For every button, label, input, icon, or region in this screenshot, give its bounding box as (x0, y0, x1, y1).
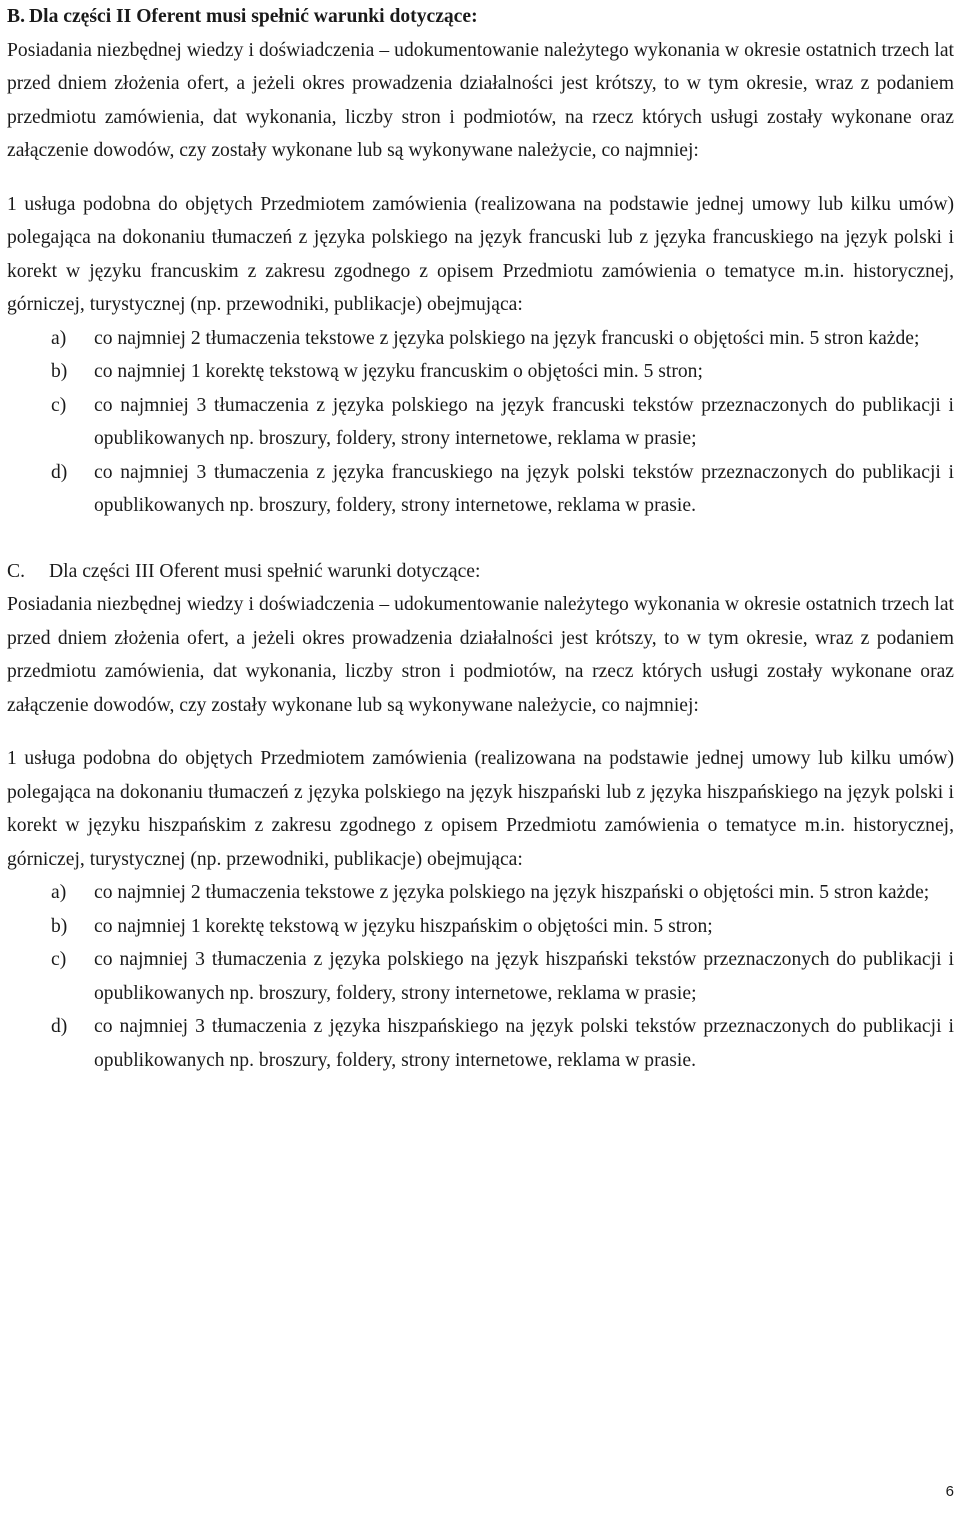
list-item (7, 355, 954, 389)
list-item (7, 943, 954, 1010)
list-marker: a) (51, 327, 67, 349)
section-b-letter: B. (7, 6, 25, 27)
list-item-text: co najmniej 3 tłumaczenia z języka polskiego na język francuski tekstów przeznaczonych do publikacji i opublikowanych np. broszury, foldery, strony internetowe, reklama w prasie; (94, 394, 954, 449)
list-item (7, 322, 954, 356)
section-b-service: 1 usługa podobna do objętych Przedmiotem zamówienia (realizowana na podstawie jednej umowy lub kilku umów) polegająca na dokonaniu tłumaczeń z języka polskiego na język francuski lub z języka francuskiego na język polski i korekt w języku francuskim z zakresu zgodnego z opisem Przedmiotu zamówienia o tematyce m.in. historycznej, górniczej, turystycznej (np. przewodniki, publikacje) obejmująca: (7, 193, 954, 315)
list-item-text: co najmniej 3 tłumaczenia z języka polskiego na język hiszpański tekstów przeznaczonych do publikacji i opublikowanych np. broszury, foldery, strony internetowe, reklama w prasie; (94, 949, 954, 1004)
list-item-text: co najmniej 1 korektę tekstową w języku francuskim o objętości min. 5 stron; (94, 361, 703, 382)
list-item-text: co najmniej 1 korektę tekstową w języku hiszpańskim o objętości min. 5 stron; (94, 915, 713, 937)
list-item-text: co najmniej 2 tłumaczenia tekstowe z języka polskiego na język hiszpański o objętości min. 5 stron każde; (94, 882, 930, 903)
section-b-heading (7, 0, 954, 34)
list-item-text: co najmniej 3 tłumaczenia z języka hiszpańskiego na język polski tekstów przeznaczonych do publikacji i opublikowanych np. broszury, foldery, strony internetowe, reklama w prasie. (94, 1016, 954, 1071)
list-marker: d) (51, 461, 68, 483)
section-b (7, 0, 954, 523)
section-b-title: Dla części II Oferent musi spełnić warunki dotyczące: (29, 6, 478, 27)
section-b-intro: Posiadania niezbędnej wiedzy i doświadczenia – udokumentowanie należytego wykonania w okresie ostatnich trzech lat przed dniem złożenia ofert, a jeżeli okres prowadzenia działalności jest krótszy, to w tym okresie, wraz z podaniem przedmiotu zamówienia, dat wykonania, liczby stron i podmiotów, na rzecz których usługi zostały wykonane oraz załączenie dowodów, czy zostały wykonane lub są wykonywane należycie, co najmniej: (7, 39, 954, 161)
page-number: 6 (945, 1483, 954, 1500)
list-marker: d) (51, 1016, 68, 1037)
list-item (7, 1010, 954, 1077)
list-item-text: co najmniej 2 tłumaczenia tekstowe z języka polskiego na język francuski o objętości min. 5 stron każde; (94, 327, 920, 349)
section-c-list (7, 876, 954, 1077)
list-item-text: co najmniej 3 tłumaczenia z języka francuskiego na język polski tekstów przeznaczonych do publikacji i opublikowanych np. broszury, foldery, strony internetowe, reklama w prasie. (94, 461, 954, 516)
section-c-heading (7, 555, 954, 589)
section-c (7, 555, 954, 1078)
section-c-intro: Posiadania niezbędnej wiedzy i doświadczenia – udokumentowanie należytego wykonania w okresie ostatnich trzech lat przed dniem złożenia ofert, a jeżeli okres prowadzenia działalności jest krótszy, to w tym okresie, wraz z podaniem przedmiotu zamówienia, dat wykonania, liczby stron i podmiotów, na rzecz których usługi zostały wykonane oraz załączenie dowodów, czy zostały wykonane lub są wykonywane należycie, co najmniej: (7, 594, 954, 716)
list-marker: c) (51, 949, 67, 970)
list-marker: b) (51, 915, 68, 937)
section-c-title: Dla części III Oferent musi spełnić warunki dotyczące: (49, 560, 481, 582)
list-item (7, 876, 954, 910)
section-b-list (7, 322, 954, 523)
list-marker: a) (51, 882, 67, 903)
list-marker: c) (51, 394, 67, 416)
list-marker: b) (51, 361, 68, 382)
list-item (7, 389, 954, 456)
list-item (7, 456, 954, 523)
section-c-letter: C. (7, 560, 25, 582)
list-item (7, 910, 954, 944)
section-c-service: 1 usługa podobna do objętych Przedmiotem zamówienia (realizowana na podstawie jednej umowy lub kilku umów) polegająca na dokonaniu tłumaczeń z języka polskiego na język hiszpański lub z języka hiszpańskiego na język polski i korekt w języku hiszpańskim z zakresu zgodnego z opisem Przedmiotu zamówienia o tematyce m.in. historycznej, górniczej, turystycznej (np. przewodniki, publikacje) obejmująca: (7, 748, 954, 870)
